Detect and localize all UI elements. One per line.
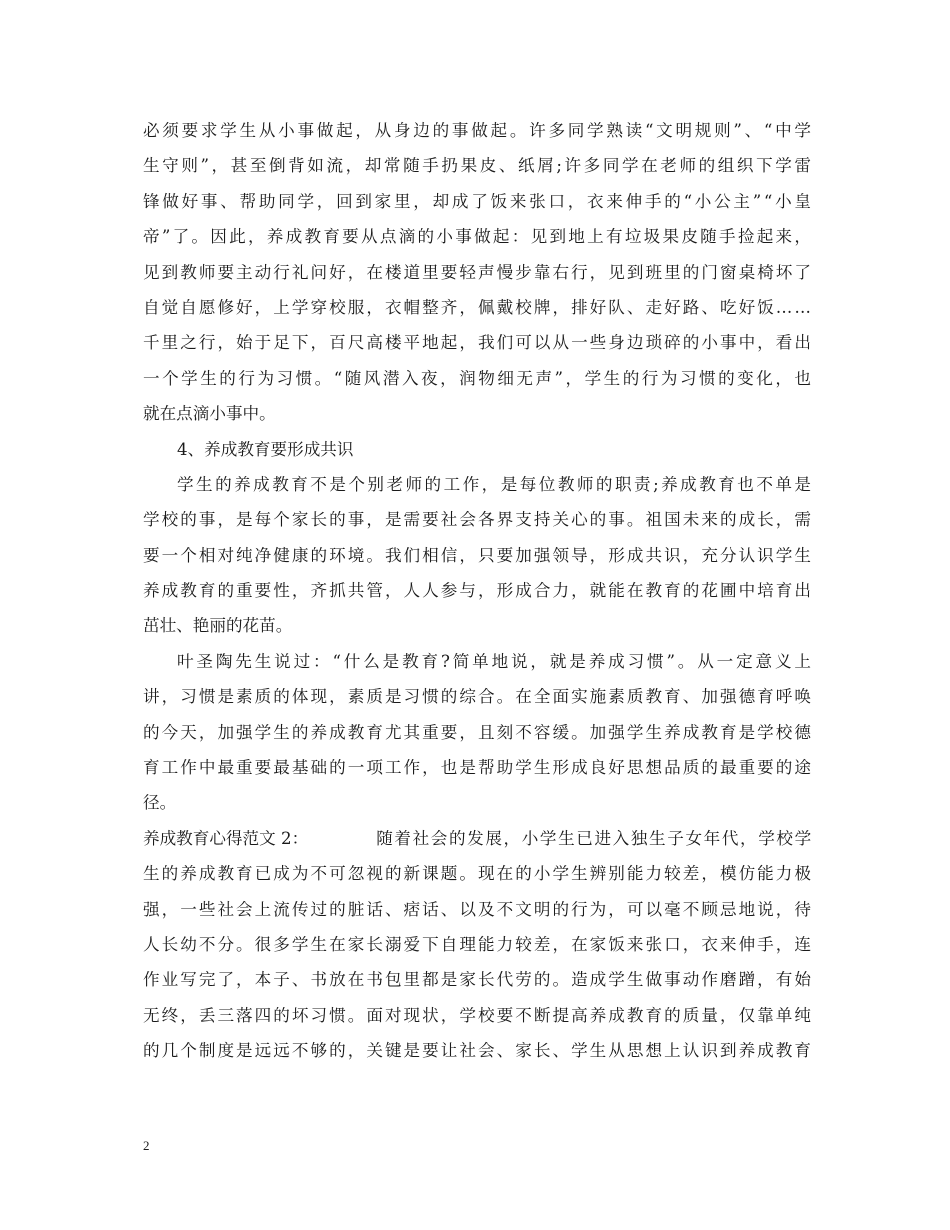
text-line: 就在点滴小事中。 <box>143 404 276 424</box>
paragraph-small-things <box>143 113 814 432</box>
text-line: 强，一些社会上流传过的脏话、痞话、以及不文明的行为，可以毫不顾忌地说，待 <box>143 899 814 919</box>
text-line: 育工作中最重要最基础的一项工作，也是帮助学生形成良好思想品质的最重要的途 <box>143 758 814 778</box>
document-body <box>143 113 814 1069</box>
text-line: 叶圣陶先生说过：“什么是教育?简单地说，就是养成习惯”。从一定意义上 <box>177 651 814 671</box>
text-line: 讲，习惯是素质的体现，素质是习惯的综合。在全面实施素质教育、加强德育呼唤 <box>143 687 814 707</box>
text-line: 无终，丢三落四的坏习惯。面对现状，学校要不断提高养成教育的质量，仅靠单纯 <box>143 1005 814 1025</box>
text-line: 生的养成教育已成为不可忽视的新课题。现在的小学生辨别能力较差，模仿能力极 <box>143 864 814 884</box>
text-line: 人长幼不分。很多学生在家长溺爱下自理能力较差，在家饭来张口，衣来伸手，连 <box>143 934 814 954</box>
paragraph-sample-2 <box>143 821 814 1069</box>
text-line: 帝”了。因此，养成教育要从点滴的小事做起：见到地上有垃圾果皮随手捡起来， <box>143 227 814 247</box>
text-line: 的几个制度是远远不够的，关键是要让社会、家长、学生从思想上认识到养成教育 <box>143 1041 814 1061</box>
text-line: 的今天，加强学生的养成教育尤其重要，且刻不容缓。加强学生养成教育是学校德 <box>143 722 814 742</box>
paragraph-consensus <box>143 467 814 644</box>
sample-label: 养成教育心得范文 2： <box>143 828 309 848</box>
text-line: 茁壮、艳丽的花苗。 <box>143 616 293 636</box>
text-line: 作业写完了，本子、书放在书包里都是家长代劳的。造成学生做事动作磨蹭，有始 <box>143 970 814 990</box>
page-number: 2 <box>143 1138 150 1153</box>
text-line: 一个学生的行为习惯。“随风潜入夜，润物细无声”，学生的行为习惯的变化，也 <box>143 368 814 388</box>
sample-label-line <box>143 821 811 856</box>
text-line: 千里之行，始于足下，百尺高楼平地起，我们可以从一些身边琐碎的小事中，看出 <box>143 333 814 353</box>
text-line: 生守则”，甚至倒背如流，却常随手扔果皮、纸屑;许多同学在老师的组织下学雷 <box>143 156 814 176</box>
text-line: 学校的事，是每个家长的事，是需要社会各界支持关心的事。祖国未来的成长，需 <box>143 510 814 530</box>
section-heading: 4、养成教育要形成共识 <box>177 439 354 459</box>
text-line: 学生的养成教育不是个别老师的工作，是每位教师的职责;养成教育也不单是 <box>177 474 814 494</box>
text-line: 必须要求学生从小事做起，从身边的事做起。许多同学熟读“文明规则”、“中学 <box>143 121 814 140</box>
text-line: 养成教育的重要性，齐抓共管，人人参与，形成合力，就能在教育的花圃中培育出 <box>143 581 814 601</box>
text-line: 见到教师要主动行礼问好，在楼道里要轻声慢步靠右行，见到班里的门窗桌椅坏了 <box>143 262 814 282</box>
text-line: 随着社会的发展，小学生已进入独生子女年代，学校学 <box>376 828 813 848</box>
text-line: 要一个相对纯净健康的环境。我们相信，只要加强领导，形成共识，充分认识学生 <box>143 545 814 565</box>
paragraph-ye-shengtao <box>143 644 814 821</box>
text-line: 锋做好事、帮助同学，回到家里，却成了饭来张口，衣来伸手的“小公主”“小皇 <box>143 191 814 211</box>
text-line: 自觉自愿修好，上学穿校服，衣帽整齐，佩戴校牌，排好队、走好路、吃好饭…… <box>143 297 814 317</box>
text-line: 径。 <box>143 793 177 813</box>
